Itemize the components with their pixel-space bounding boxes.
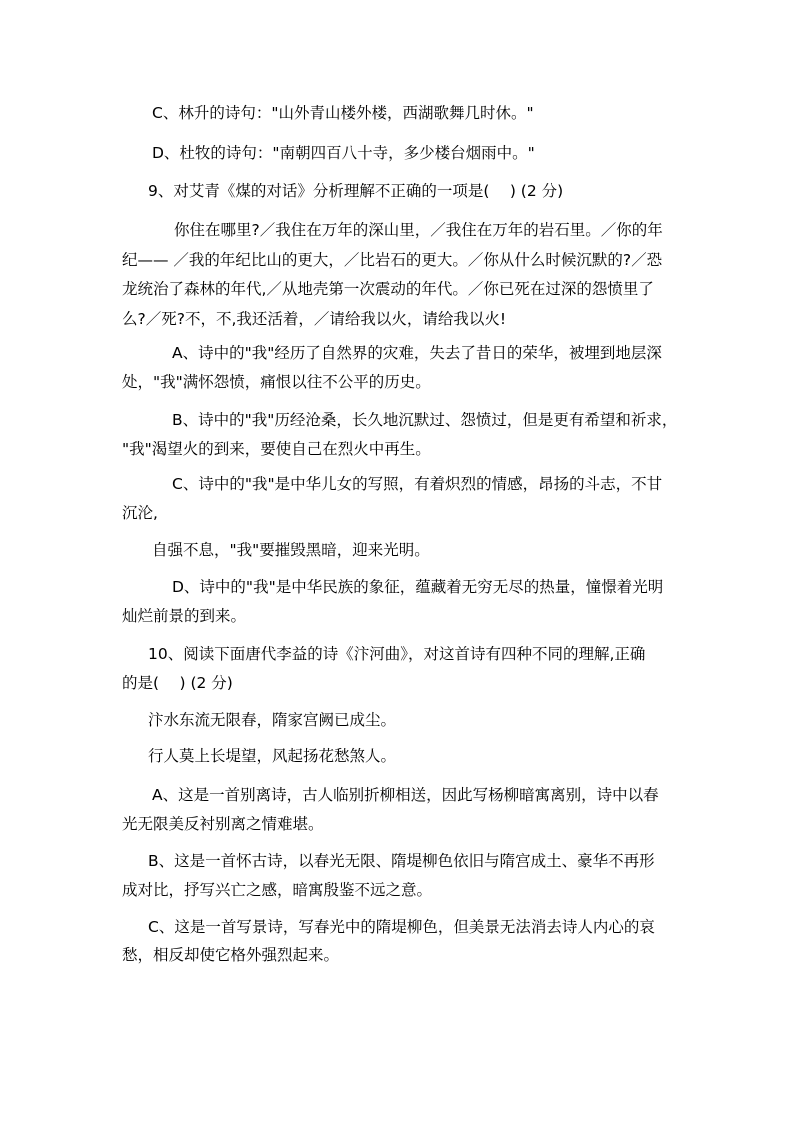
poem-line: 行人莫上长堤望，风起扬花愁煞人。: [148, 747, 397, 765]
q9-option-d: D、诗中的"我"是中华民族的象征，蕴藏着无穷无尽的热量，憧憬着光明: [172, 578, 664, 596]
poem-text-line: 纪—— ／我的年纪比山的更大，／比岩石的更大。／你从什么时候沉默的?／恐: [122, 251, 663, 269]
poem-text-line: 龙统治了森林的年代,／从地壳第一次震动的年代。／你已死在过深的怨愤里了: [122, 280, 654, 298]
q10-option-b: B、这是一首怀古诗，以春光无限、隋堤柳色依旧与隋宫成土、豪华不再形: [148, 852, 655, 870]
q10-option-b-cont: 成对比，抒写兴亡之感，暗寓殷鉴不远之意。: [122, 881, 433, 899]
question-10-stem-cont: 的是( ) (2 分): [122, 674, 233, 692]
q10-option-c: C、这是一首写景诗，写春光中的隋堤柳色，但美景无法消去诗人内心的哀: [148, 918, 655, 936]
question-9-stem: 9、对艾青《煤的对话》分析理解不正确的一项是( ) (2 分): [148, 182, 564, 200]
q10-option-a-cont: 光无限美反衬别离之情难堪。: [122, 815, 324, 833]
option-c-line: C、林升的诗句："山外青山楼外楼，西湖歌舞几时休。": [152, 104, 534, 122]
poem-line: 汴水东流无限春，隋家宫阙已成尘。: [148, 711, 397, 729]
q9-option-c-cont2: 自强不息，"我"要摧毁黑暗，迎来光明。: [152, 541, 430, 559]
question-10-stem: 10、阅读下面唐代李益的诗《汴河曲》，对这首诗有四种不同的理解,正确: [148, 645, 646, 663]
q9-option-b-cont: "我"渴望火的到来，要使自己在烈火中再生。: [122, 440, 431, 458]
q10-option-c-cont: 愁，相反却使它格外强烈起来。: [122, 946, 340, 964]
q9-option-a: A、诗中的"我"经历了自然界的灾难，失去了昔日的荣华，被埋到地层深: [172, 344, 662, 362]
q10-option-a: A、这是一首别离诗，古人临别折柳相送，因此写杨柳暗寓离别，诗中以春: [152, 786, 659, 804]
q9-option-c-cont: 沉沦,: [122, 504, 158, 522]
poem-text-line: 你住在哪里?／我住在万年的深山里，／我住在万年的岩石里。／你的年: [174, 221, 663, 239]
poem-text-line: 么?／死?不，不,我还活着，／请给我以火，请给我以火!: [122, 310, 507, 328]
q9-option-d-cont: 灿烂前景的到来。: [122, 607, 247, 625]
option-d-line: D、杜牧的诗句："南朝四百八十寺，多少楼台烟雨中。": [152, 144, 535, 162]
q9-option-c: C、诗中的"我"是中华儿女的写照，有着炽烈的情感，昂扬的斗志，不甘: [172, 475, 663, 493]
q9-option-a-cont: 处，"我"满怀怨愤，痛恨以往不公平的历史。: [122, 373, 431, 391]
q9-option-b: B、诗中的"我"历经沧桑，长久地沉默过、怨愤过，但是更有希望和祈求，: [172, 411, 678, 429]
